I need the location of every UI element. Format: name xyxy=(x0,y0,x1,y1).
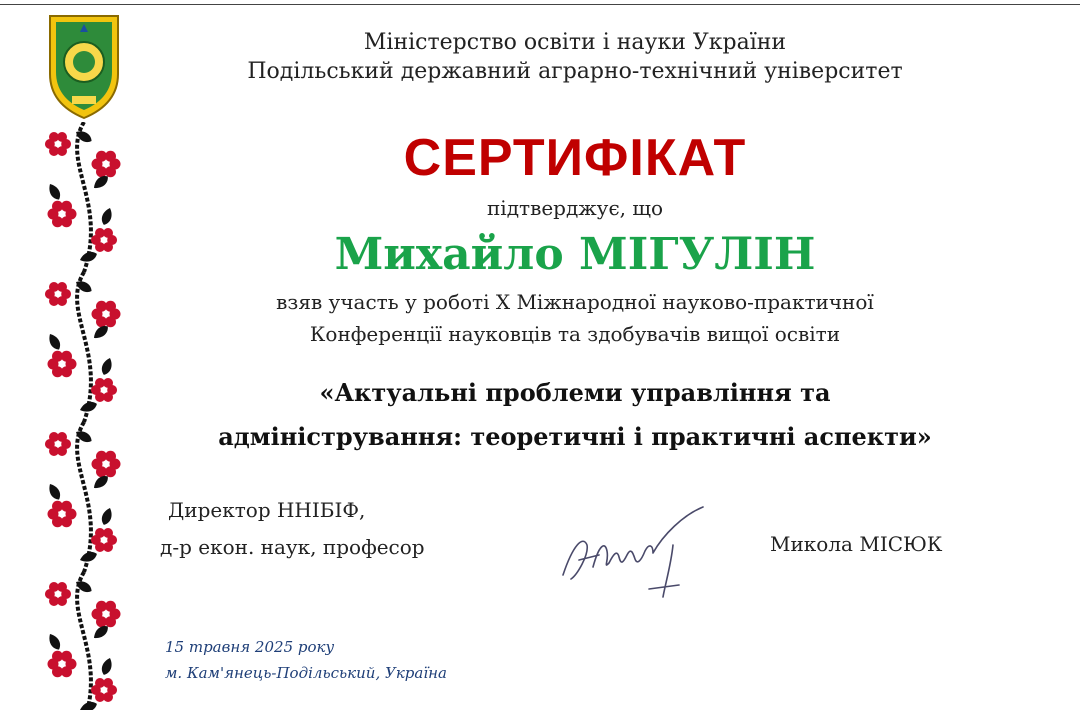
embroidery-ornament xyxy=(40,122,128,710)
conference-topic-line2: адміністрування: теоретичні і практичні аспекти» xyxy=(218,422,932,451)
ornament-leaf xyxy=(100,506,115,526)
ornament-flower xyxy=(48,351,77,378)
ornament-stem xyxy=(77,272,91,422)
signatory-name: Микола МІСЮК xyxy=(770,532,943,556)
recipient-name: Михайло МІГУЛІН xyxy=(334,229,816,280)
ornament-leaf xyxy=(100,656,115,676)
top-border-line xyxy=(0,4,1080,5)
ornament-stem xyxy=(77,572,91,710)
ornament-flower xyxy=(91,678,117,702)
confirms-text: підтверджує, що xyxy=(486,196,664,220)
ornament-flower xyxy=(48,201,77,228)
ornament-leaf xyxy=(100,206,115,226)
ornament-flower xyxy=(91,528,117,552)
ornament-leaf xyxy=(46,632,63,652)
handwritten-signature xyxy=(553,505,723,605)
ornament-leaf xyxy=(46,332,63,352)
participation-text-line2: Конференції науковців та здобувачів вищої освіти xyxy=(309,322,841,346)
ornament-flower xyxy=(92,301,121,328)
signatory-degree: д-р екон. наук, професор xyxy=(160,535,425,559)
ornament-stem xyxy=(77,422,91,572)
ornament-flower xyxy=(45,582,71,606)
issue-date: 15 травня 2025 року xyxy=(165,638,335,656)
ornament-flower xyxy=(45,282,71,306)
ornament-flower xyxy=(48,501,77,528)
issue-place: м. Кам'янець-Подільський, Україна xyxy=(165,664,447,682)
ministry-name: Міністерство освіти і науки України xyxy=(363,30,787,55)
ornament-flower xyxy=(48,651,77,678)
ornament-flower xyxy=(45,432,71,456)
certificate-title: СЕРТИФІКАТ xyxy=(403,129,747,187)
ornament-leaf xyxy=(100,356,115,376)
ornament-flower xyxy=(45,132,71,156)
ornament-leaf xyxy=(46,182,63,202)
ornament-stem xyxy=(77,122,91,272)
ornament-flower xyxy=(91,228,117,252)
ornament-leaf xyxy=(46,482,63,502)
ornament-flower xyxy=(92,451,121,478)
ornament-flower xyxy=(92,151,121,178)
participation-text-line1: взяв участь у роботі X Міжнародної науково-практичної xyxy=(276,290,874,314)
ornament-flower xyxy=(92,601,121,628)
conference-topic-line1: «Актуальні проблеми управління та xyxy=(319,378,831,407)
university-crest-icon xyxy=(42,12,126,120)
ornament-flower xyxy=(91,378,117,402)
university-name: Подільський державний аграрно-технічний університет xyxy=(247,59,903,84)
signatory-position: Директор ННІБІФ, xyxy=(168,498,366,522)
